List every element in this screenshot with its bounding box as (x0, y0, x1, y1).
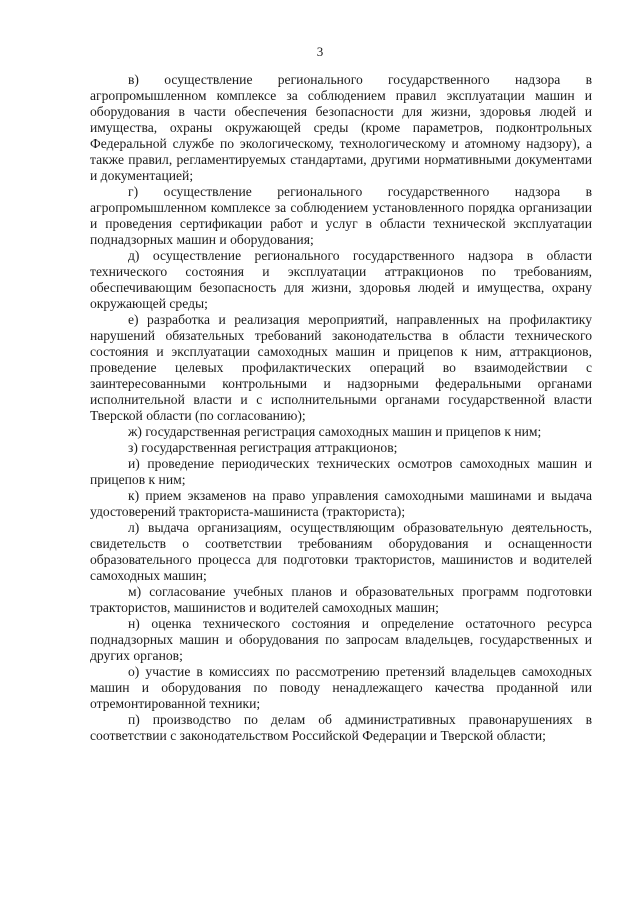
paragraph-d: д) осуществление регионального государственного надзора в области технического состояния и эксплуатации аттракционов по требованиям, обеспечивающим безопасность для жизни, здоровья людей и имущества, охрану окружающей среды; (90, 248, 592, 311)
paragraph-e: е) разработка и реализация мероприятий, направленных на профилактику нарушений обязательных требований законодательства в области технического состояния и эксплуатации самоходных машин и прицепов к ним, аттракционов, проведение целевых профилактических операций во взаимодействии с заинтересованными контрольными и надзорными федеральными органами исполнительной власти и с исполнительными органами государственной власти Тверской области (по согласованию); (90, 312, 592, 423)
paragraph-n: н) оценка технического состояния и определение остаточного ресурса поднадзорных машин и оборудования по запросам владельцев, государственных и других органов; (90, 616, 592, 663)
paragraph-o: о) участие в комиссиях по рассмотрению претензий владельцев самоходных машин и оборудования по поводу ненадлежащего качества проданной или отремонтированной техники; (90, 664, 592, 711)
paragraph-g: г) осуществление регионального государственного надзора в агропромышленном комплексе за соблюдением установленного порядка организации и проведения сертификации работ и услуг в области технической эксплуатации поднадзорных машин и оборудования; (90, 184, 592, 247)
paragraph-zh: ж) государственная регистрация самоходных машин и прицепов к ним; (128, 424, 542, 439)
document-body (90, 72, 592, 744)
paragraph-z: з) государственная регистрация аттракционов; (128, 440, 398, 455)
paragraph-v: в) осуществление регионального государственного надзора в агропромышленном комплексе за соблюдением правил эксплуатации машин и оборудования в части обеспечения безопасности для жизни, здоровья людей и имущества, охраны окружающей среды (кроме параметров, подконтрольных Федеральной службе по экологическому, технологическому и атомному надзору), а также правил, регламентируемых стандартами, другими нормативными документами и документацией; (90, 72, 592, 183)
paragraph-i: и) проведение периодических технических осмотров самоходных машин и прицепов к ним; (90, 456, 592, 487)
paragraph-l: л) выдача организациям, осуществляющим образовательную деятельность, свидетельств о соответствии требованиям оборудования и оснащенности образовательного процесса для подготовки трактористов, машинистов и водителей самоходных машин; (90, 520, 592, 583)
paragraph-m: м) согласование учебных планов и образовательных программ подготовки трактористов, машинистов и водителей самоходных машин; (90, 584, 592, 615)
page-number: 3 (316, 44, 324, 59)
paragraph-p: п) производство по делам об административных правонарушениях в соответствии с законодательством Российской Федерации и Тверской области; (90, 712, 592, 743)
paragraph-k: к) прием экзаменов на право управления самоходными машинами и выдача удостоверений тракториста-машиниста (тракториста); (90, 488, 592, 519)
